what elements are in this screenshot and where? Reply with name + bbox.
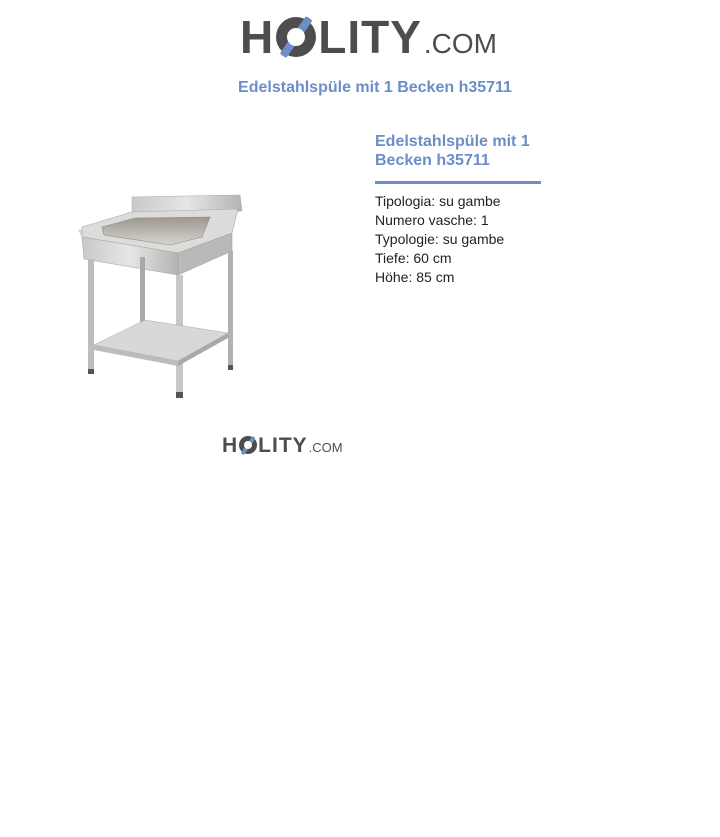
sink-product-image [70, 185, 270, 415]
holity-logo[interactable] [240, 10, 497, 64]
logo-letters: LITY [258, 434, 308, 457]
spec-item: Numero vasche: 1 [375, 212, 489, 228]
spec-item: Typologie: su gambe [375, 231, 505, 247]
logo-letters: LITY [318, 11, 422, 63]
spec-list [375, 192, 541, 287]
logo-o-icon [239, 436, 257, 454]
product-info [375, 132, 541, 287]
logo-domain: .COM [308, 440, 343, 455]
holity-logo-small[interactable] [222, 434, 343, 458]
logo-letter-h: H [240, 11, 275, 63]
logo-o-icon [276, 17, 316, 57]
product-title: Edelstahlspüle mit 1 Becken h35711 [375, 132, 541, 184]
spec-item: Höhe: 85 cm [375, 269, 455, 285]
logo-domain: .COM [423, 28, 498, 59]
logo-letter-h: H [222, 434, 239, 457]
spec-item: Tiefe: 60 cm [375, 250, 452, 266]
page-title: Edelstahlspüle mit 1 Becken h35711 [238, 79, 512, 96]
spec-item: Tipologia: su gambe [375, 193, 501, 209]
